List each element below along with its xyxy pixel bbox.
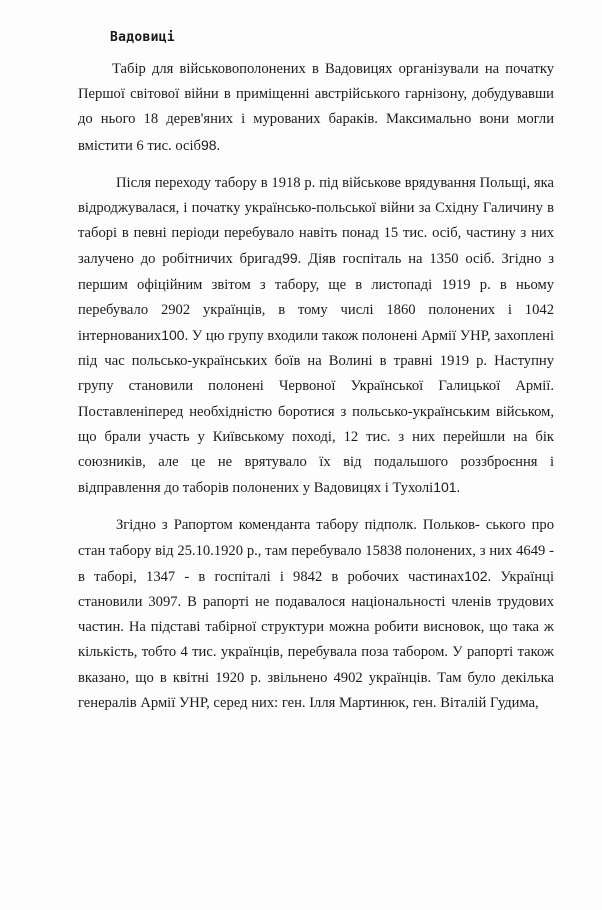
- footnote-marker: 101: [433, 479, 457, 496]
- paragraph: [78, 171, 554, 502]
- document-body: [78, 57, 554, 728]
- paragraph: [78, 57, 554, 159]
- paragraph: [78, 513, 554, 716]
- paragraph-text: Згідно з Рапортом коменданта табору підполк. Польков- ського про стан табору від 25.10.1920 р., там перебувало 15838 полонених, з них 4649 - в таборі, 1347 - в госпіталі і 9842 в робочих частинах: [78, 517, 554, 585]
- paragraph-text: . Діяв госпіталь на 1350 осіб. Згідно з першим офіційним звітом з табору, ще в листопаді 1919 р. в ньому перебувало 2902 українців, в тому числі 1860 полонених і 1042 інтернованих: [78, 251, 554, 345]
- paragraph-text: Після переходу табору в 1918 р. під військове врядування Польщі, яка відроджувалася, і початку українсько-польської війни за Східну Галичину в таборі в певні періоди перебувало навіть понад 15 тис. осіб, частину з них залучено до робітничих бригад: [78, 174, 554, 268]
- paragraph-text: Табір для військовополонених в Вадовицях організували на початку Першої світової війни в приміщенні австрійського гарнізону, добудувавши до нього 18 дерев'яних і мурованих бараків. Максимально вони могли вмістити 6 тис. осіб: [78, 61, 554, 154]
- paragraph-text: .: [216, 137, 221, 154]
- paragraph-text: .: [456, 480, 461, 497]
- footnote-marker: 98: [200, 136, 217, 153]
- paragraph-text: . У цю групу входили також полонені Армії УНР, захоплені під час польсько-українських боїв на Волині в травні 1919 р. Наступну групу становили полонені Червоної Української Галицької Армії. Поставленіперед необхідністю боротися з польсько-українським військом, що брали участь у Київському поході, 12 тис. з них перейшли на бік союзників, але це не врятувало їх від подальшого роззброєння і відправлення до таборів полонених у Вадовицях і Тухолі: [78, 328, 554, 497]
- paragraph-text: . Українці становили 3097. В рапорті не подавалося національності членів трудових частин. На підставі табірної структури можна робити висновок, що така ж кількість, тобто 4 тис. українців, перебувала поза табором. У рапорті також вказано, що в квітні 1920 р. звільнено 4902 українців. Там було декілька генералів Армії УНР, серед них: ген. Ілля Мартинюк, ген. Віталій Гудима,: [78, 568, 554, 711]
- section-heading: Вадовиці: [110, 30, 176, 45]
- footnote-marker: 102: [464, 567, 488, 584]
- footnote-marker: 99: [282, 250, 298, 267]
- footnote-marker: 100: [161, 327, 185, 344]
